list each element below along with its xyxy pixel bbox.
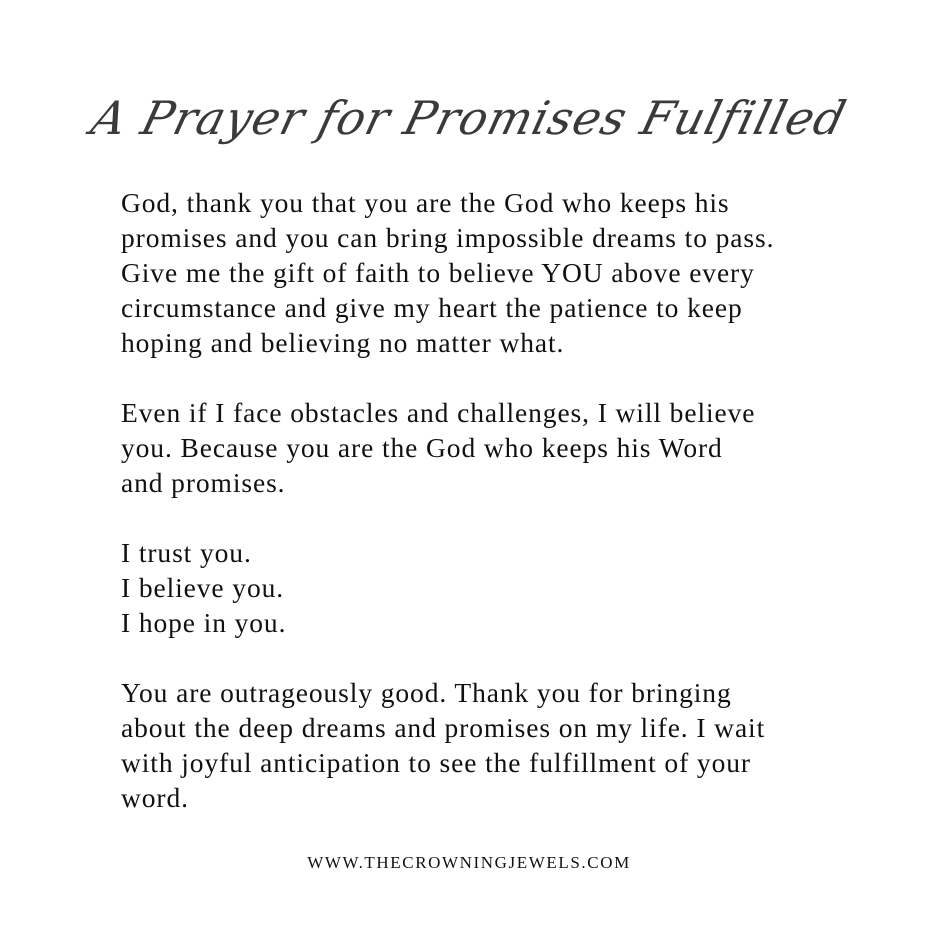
website-url: WWW.THECROWNINGJEWELS.COM <box>307 853 631 872</box>
prayer-body <box>121 185 841 815</box>
prayer-title: A Prayer for Promises Fulfilled <box>86 91 852 145</box>
paragraph-affirmations: I trust you. I believe you. I hope in you. <box>121 537 287 638</box>
paragraph-obstacles: Even if I face obstacles and challenges, I will believe you. Because you are the God who keeps his Word and promises. <box>121 397 756 498</box>
paragraph-gratitude: God, thank you that you are the God who keeps his promises and you can bring impossible dreams to pass. Give me the gift of faith to believe YOU above every circumstance and give my heart the patience to keep hoping and believing no matter what. <box>121 187 775 358</box>
paragraph-closing: You are outrageously good. Thank you for bringing about the deep dreams and promises on my life. I wait with joyful anticipation to see the fulfillment of your word. <box>121 677 766 813</box>
